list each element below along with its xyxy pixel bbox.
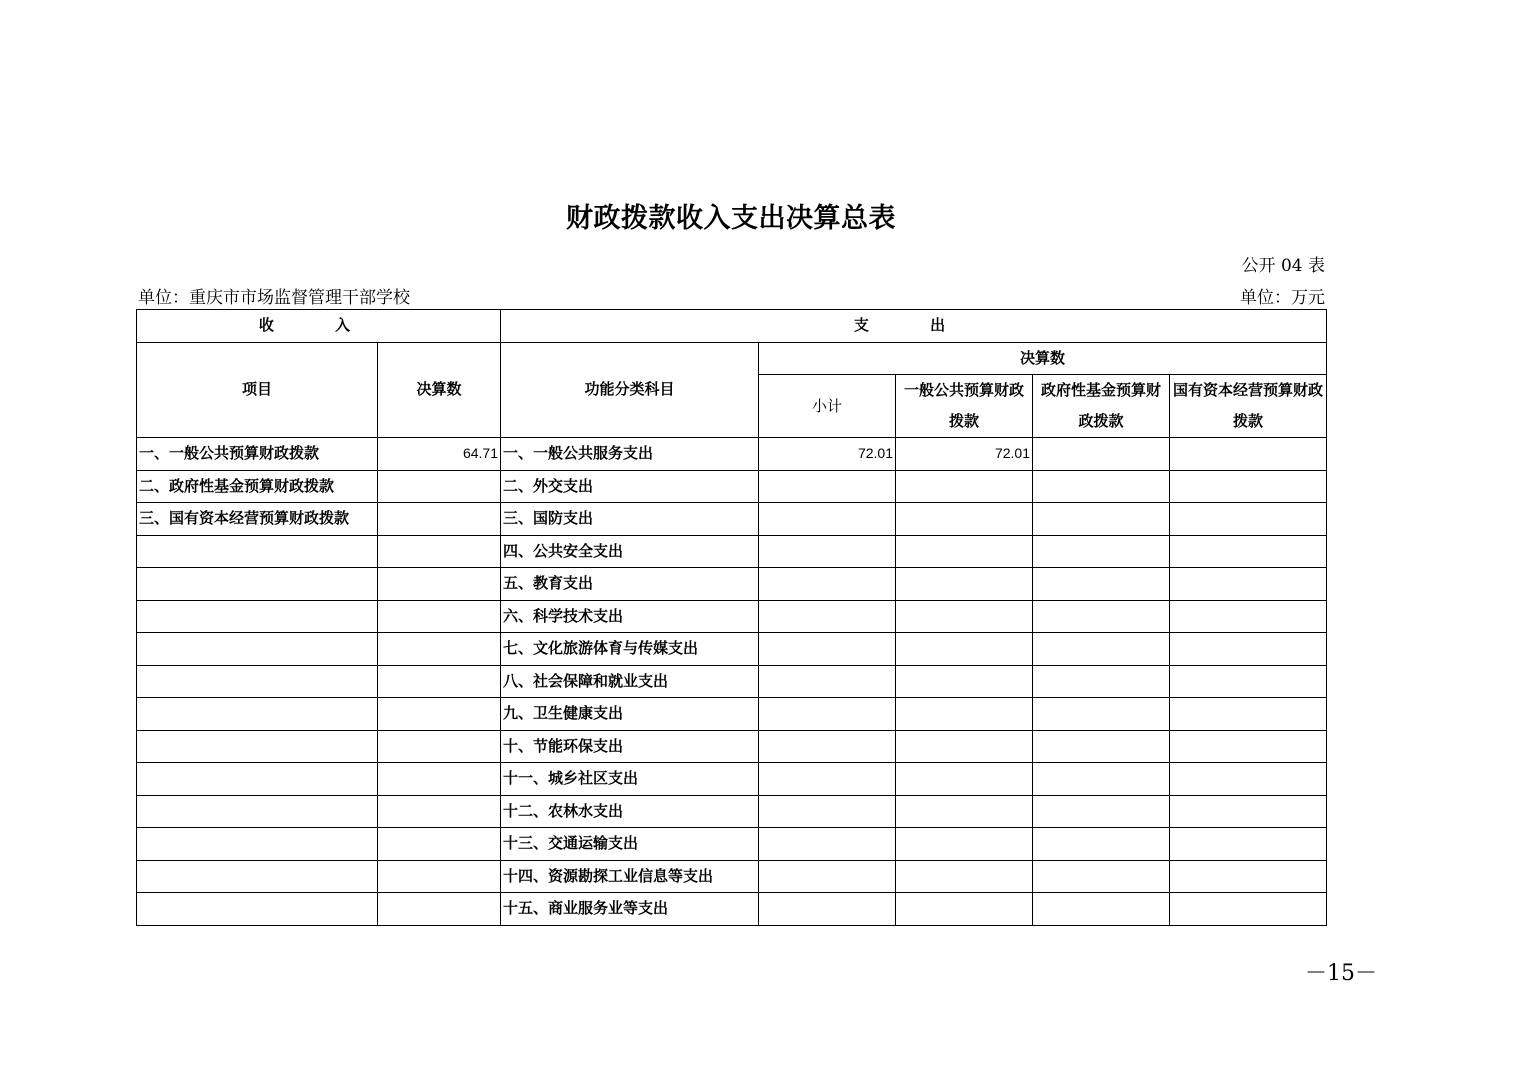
gov-fund-cell <box>1033 633 1170 666</box>
expense-item-cell: 九、卫生健康支出 <box>501 698 759 731</box>
table-row <box>137 438 1327 471</box>
income-item-cell <box>137 860 378 893</box>
state-capital-cell <box>1170 470 1327 503</box>
table-row <box>137 503 1327 536</box>
gov-fund-cell <box>1033 600 1170 633</box>
table-row <box>137 795 1327 828</box>
state-capital-cell <box>1170 438 1327 471</box>
income-amount-cell <box>378 698 501 731</box>
state-capital-cell <box>1170 763 1327 796</box>
subtotal-cell <box>759 795 896 828</box>
function-category-header: 功能分类科目 <box>501 342 759 438</box>
state-capital-cell <box>1170 535 1327 568</box>
subtotal-cell <box>759 763 896 796</box>
gov-fund-cell <box>1033 730 1170 763</box>
state-capital-cell <box>1170 730 1327 763</box>
subtotal-cell <box>759 503 896 536</box>
income-amount-cell <box>378 828 501 861</box>
income-amount-cell <box>378 730 501 763</box>
expense-item-cell: 十二、农林水支出 <box>501 795 759 828</box>
subtotal-cell <box>759 633 896 666</box>
income-item-cell <box>137 665 378 698</box>
subtotal-cell <box>759 665 896 698</box>
state-capital-cell <box>1170 893 1327 926</box>
general-budget-cell <box>896 633 1033 666</box>
state-capital-cell <box>1170 828 1327 861</box>
header-row-1 <box>137 310 1327 343</box>
income-item-cell <box>137 698 378 731</box>
expense-item-cell: 十五、商业服务业等支出 <box>501 893 759 926</box>
income-amount-cell <box>378 893 501 926</box>
currency-unit: 单位：万元 <box>1240 288 1325 308</box>
table-row <box>137 665 1327 698</box>
table-row <box>137 893 1327 926</box>
table-row <box>137 763 1327 796</box>
state-capital-cell <box>1170 633 1327 666</box>
general-budget-cell <box>896 470 1033 503</box>
general-budget-cell <box>896 828 1033 861</box>
subtotal-cell <box>759 730 896 763</box>
income-item-cell: 二、政府性基金预算财政拨款 <box>137 470 378 503</box>
income-item-cell <box>137 730 378 763</box>
gov-fund-cell <box>1033 535 1170 568</box>
subtotal-cell <box>759 568 896 601</box>
table-row <box>137 860 1327 893</box>
gov-fund-cell <box>1033 828 1170 861</box>
subtotal-cell <box>759 893 896 926</box>
state-capital-header: 国有资本经营预算财政拨款 <box>1170 375 1327 438</box>
income-item-cell <box>137 535 378 568</box>
income-item-cell <box>137 795 378 828</box>
state-capital-cell <box>1170 600 1327 633</box>
gov-fund-cell <box>1033 795 1170 828</box>
expense-item-cell: 十四、资源勘探工业信息等支出 <box>501 860 759 893</box>
form-number: 公开 04 表 <box>1241 256 1325 276</box>
general-budget-cell: 72.01 <box>896 438 1033 471</box>
gov-fund-cell <box>1033 503 1170 536</box>
page-number: －15－ <box>1305 961 1377 986</box>
budget-summary-table <box>136 309 1327 926</box>
state-capital-cell <box>1170 665 1327 698</box>
state-capital-cell <box>1170 795 1327 828</box>
table-row <box>137 698 1327 731</box>
general-budget-cell <box>896 893 1033 926</box>
table-row <box>137 828 1327 861</box>
expense-item-cell: 二、外交支出 <box>501 470 759 503</box>
page-title: 财政拨款收入支出决算总表 <box>566 203 896 234</box>
general-budget-cell <box>896 795 1033 828</box>
gov-fund-cell <box>1033 860 1170 893</box>
income-amount-cell <box>378 763 501 796</box>
table-row <box>137 568 1327 601</box>
income-amount-cell <box>378 503 501 536</box>
income-amount-cell <box>378 795 501 828</box>
income-item-cell <box>137 763 378 796</box>
income-item-cell <box>137 600 378 633</box>
general-budget-cell <box>896 600 1033 633</box>
income-amount-cell <box>378 600 501 633</box>
subtotal-cell <box>759 828 896 861</box>
subtotal-cell <box>759 600 896 633</box>
income-amount-cell <box>378 568 501 601</box>
gov-fund-cell <box>1033 568 1170 601</box>
gov-fund-header: 政府性基金预算财政拨款 <box>1033 375 1170 438</box>
subtotal-header: 小计 <box>759 375 896 438</box>
gov-fund-cell <box>1033 470 1170 503</box>
expense-item-cell: 一、一般公共服务支出 <box>501 438 759 471</box>
table-row <box>137 600 1327 633</box>
state-capital-cell <box>1170 503 1327 536</box>
expense-item-cell: 十一、城乡社区支出 <box>501 763 759 796</box>
expense-item-cell: 四、公共安全支出 <box>501 535 759 568</box>
income-item-cell <box>137 828 378 861</box>
expense-item-cell: 三、国防支出 <box>501 503 759 536</box>
table-row <box>137 730 1327 763</box>
income-amount-cell <box>378 860 501 893</box>
expense-header: 支 出 <box>501 310 1327 343</box>
general-budget-cell <box>896 698 1033 731</box>
general-budget-cell <box>896 763 1033 796</box>
subtotal-cell <box>759 698 896 731</box>
amount-header: 决算数 <box>378 342 501 438</box>
expense-item-cell: 七、文化旅游体育与传媒支出 <box>501 633 759 666</box>
income-item-cell <box>137 893 378 926</box>
table-row <box>137 470 1327 503</box>
subtotal-cell: 72.01 <box>759 438 896 471</box>
state-capital-cell <box>1170 860 1327 893</box>
income-item-cell: 一、一般公共预算财政拨款 <box>137 438 378 471</box>
gov-fund-cell <box>1033 698 1170 731</box>
income-amount-cell: 64.71 <box>378 438 501 471</box>
table-row <box>137 633 1327 666</box>
gov-fund-cell <box>1033 763 1170 796</box>
expense-item-cell: 十、节能环保支出 <box>501 730 759 763</box>
organization-unit: 单位：重庆市市场监督管理干部学校 <box>138 288 410 308</box>
header-row-2 <box>137 342 1327 375</box>
state-capital-cell <box>1170 698 1327 731</box>
general-budget-cell <box>896 568 1033 601</box>
general-budget-cell <box>896 730 1033 763</box>
general-budget-header: 一般公共预算财政拨款 <box>896 375 1033 438</box>
gov-fund-cell <box>1033 665 1170 698</box>
income-item-cell <box>137 633 378 666</box>
expense-item-cell: 六、科学技术支出 <box>501 600 759 633</box>
income-amount-cell <box>378 470 501 503</box>
state-capital-cell <box>1170 568 1327 601</box>
table-row <box>137 535 1327 568</box>
subtotal-cell <box>759 470 896 503</box>
income-item-cell: 三、国有资本经营预算财政拨款 <box>137 503 378 536</box>
income-amount-cell <box>378 535 501 568</box>
subtotal-cell <box>759 535 896 568</box>
income-amount-cell <box>378 665 501 698</box>
gov-fund-cell <box>1033 438 1170 471</box>
item-header: 项目 <box>137 342 378 438</box>
expense-item-cell: 五、教育支出 <box>501 568 759 601</box>
final-amount-header: 决算数 <box>759 342 1327 375</box>
gov-fund-cell <box>1033 893 1170 926</box>
general-budget-cell <box>896 503 1033 536</box>
general-budget-cell <box>896 535 1033 568</box>
general-budget-cell <box>896 665 1033 698</box>
expense-item-cell: 八、社会保障和就业支出 <box>501 665 759 698</box>
income-item-cell <box>137 568 378 601</box>
income-amount-cell <box>378 633 501 666</box>
expense-item-cell: 十三、交通运输支出 <box>501 828 759 861</box>
subtotal-cell <box>759 860 896 893</box>
income-header: 收 入 <box>137 310 501 343</box>
general-budget-cell <box>896 860 1033 893</box>
